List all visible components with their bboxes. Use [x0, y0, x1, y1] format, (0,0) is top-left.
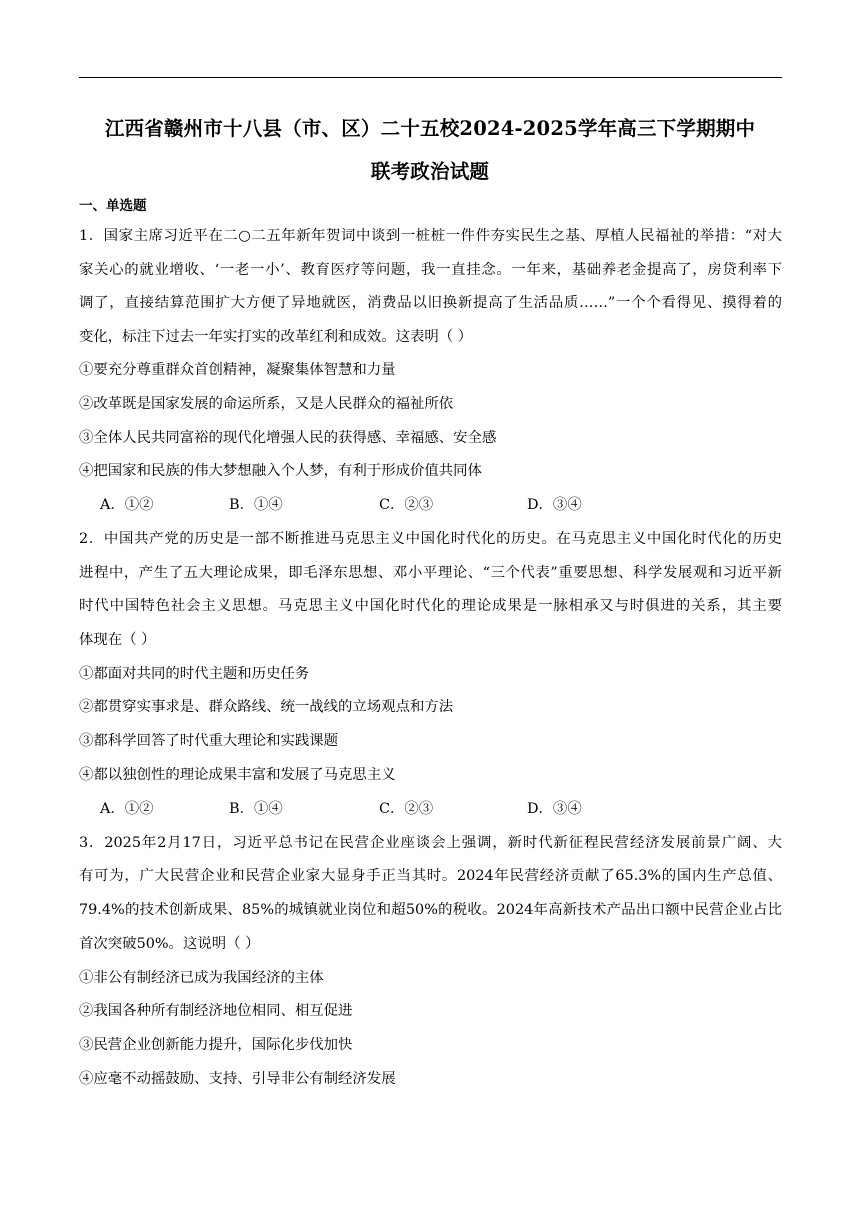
- q1-option-a: A．①②: [100, 497, 154, 513]
- q2-stem-line: 体现在（ ）: [79, 632, 156, 648]
- q3-stem-line: 首次突破50%。这说明（ ）: [79, 936, 260, 952]
- q3-statement: ④应毫不动摇鼓励、支持、引导非公有制经济发展: [79, 1071, 396, 1087]
- q2-stem-line: 进程中，产生了五大理论成果，即毛泽东思想、邓小平理论、“三个代表”重要思想、科学发展观和习近平新: [79, 565, 782, 581]
- q1-stem-line: 调了，直接结算范围扩大方便了异地就医，消费品以旧换新提高了生活品质……”一个个看得见、摸得着的: [79, 295, 782, 311]
- q1-option-d: D．③④: [527, 497, 582, 513]
- q1-option-c: C．②③: [379, 497, 434, 513]
- q3-stem-line: 3．2025年2月17日，习近平总书记在民营企业座谈会上强调，新时代新征程民营经济发展前景广阔、大: [79, 835, 782, 851]
- q2-option-b: B．①④: [229, 801, 283, 817]
- q1-statement: ③全体人民共同富裕的现代化增强人民的获得感、幸福感、安全感: [79, 430, 497, 446]
- q3-statement: ③民营企业创新能力提升，国际化步伐加快: [79, 1037, 353, 1053]
- q3-statement: ②我国各种所有制经济地位相同、相互促进: [79, 1003, 353, 1019]
- q1-statement: ④把国家和民族的伟大梦想融入个人梦，有利于形成价值共同体: [79, 463, 482, 479]
- q1-option-b: B．①④: [229, 497, 283, 513]
- q1-stem-line: 家关心的就业增收、‘一老一小’、教育医疗等问题，我一直挂念。一年来，基础养老金提高了，房贷利率下: [79, 262, 782, 278]
- section-heading: 一、单选题: [79, 198, 147, 214]
- document-title-line-2: 联考政治试题: [370, 160, 490, 183]
- q3-stem-line: 有可为，广大民营企业和民营企业家大显身手正当其时。2024年民营经济贡献了65.3%的国内生产总值、: [79, 868, 782, 884]
- q3-statement: ①非公有制经济已成为我国经济的主体: [79, 970, 324, 986]
- q2-statement: ④都以独创性的理论成果丰富和发展了马克思主义: [79, 767, 396, 783]
- q2-option-a: A．①②: [100, 801, 154, 817]
- q2-stem-line: 2．中国共产党的历史是一部不断推进马克思主义中国化时代化的历史。在马克思主义中国化时代化的历史: [79, 531, 782, 547]
- q1-statement: ①要充分尊重群众首创精神，凝聚集体智慧和力量: [79, 362, 396, 378]
- q1-stem-line: 1．国家主席习近平在二○二五年新年贺词中谈到一桩桩一件件夯实民生之基、厚植人民福祉的举措：“对大: [79, 228, 782, 244]
- q1-statement: ②改革既是国家发展的命运所系，又是人民群众的福祉所依: [79, 396, 454, 412]
- q2-stem-line: 时代中国特色社会主义思想。马克思主义中国化时代化的理论成果是一脉相承又与时俱进的关系，其主要: [79, 598, 782, 614]
- q2-statement: ①都面对共同的时代主题和历史任务: [79, 666, 310, 682]
- document-title-line-1: 江西省赣州市十八县（市、区）二十五校2024-2025学年高三下学期期中: [104, 117, 756, 140]
- q2-option-c: C．②③: [379, 801, 434, 817]
- q2-statement: ③都科学回答了时代重大理论和实践课题: [79, 733, 339, 749]
- q1-stem-line: 变化，标注下过去一年实打实的改革红利和成效。这表明（ ）: [79, 329, 473, 345]
- header-rule: [79, 77, 782, 78]
- q3-stem-line: 79.4%的技术创新成果、85%的城镇就业岗位和超50%的税收。2024年高新技术产品出口额中民营企业占比: [79, 902, 782, 918]
- q2-option-d: D．③④: [527, 801, 582, 817]
- q2-statement: ②都贯穿实事求是、群众路线、统一战线的立场观点和方法: [79, 699, 454, 715]
